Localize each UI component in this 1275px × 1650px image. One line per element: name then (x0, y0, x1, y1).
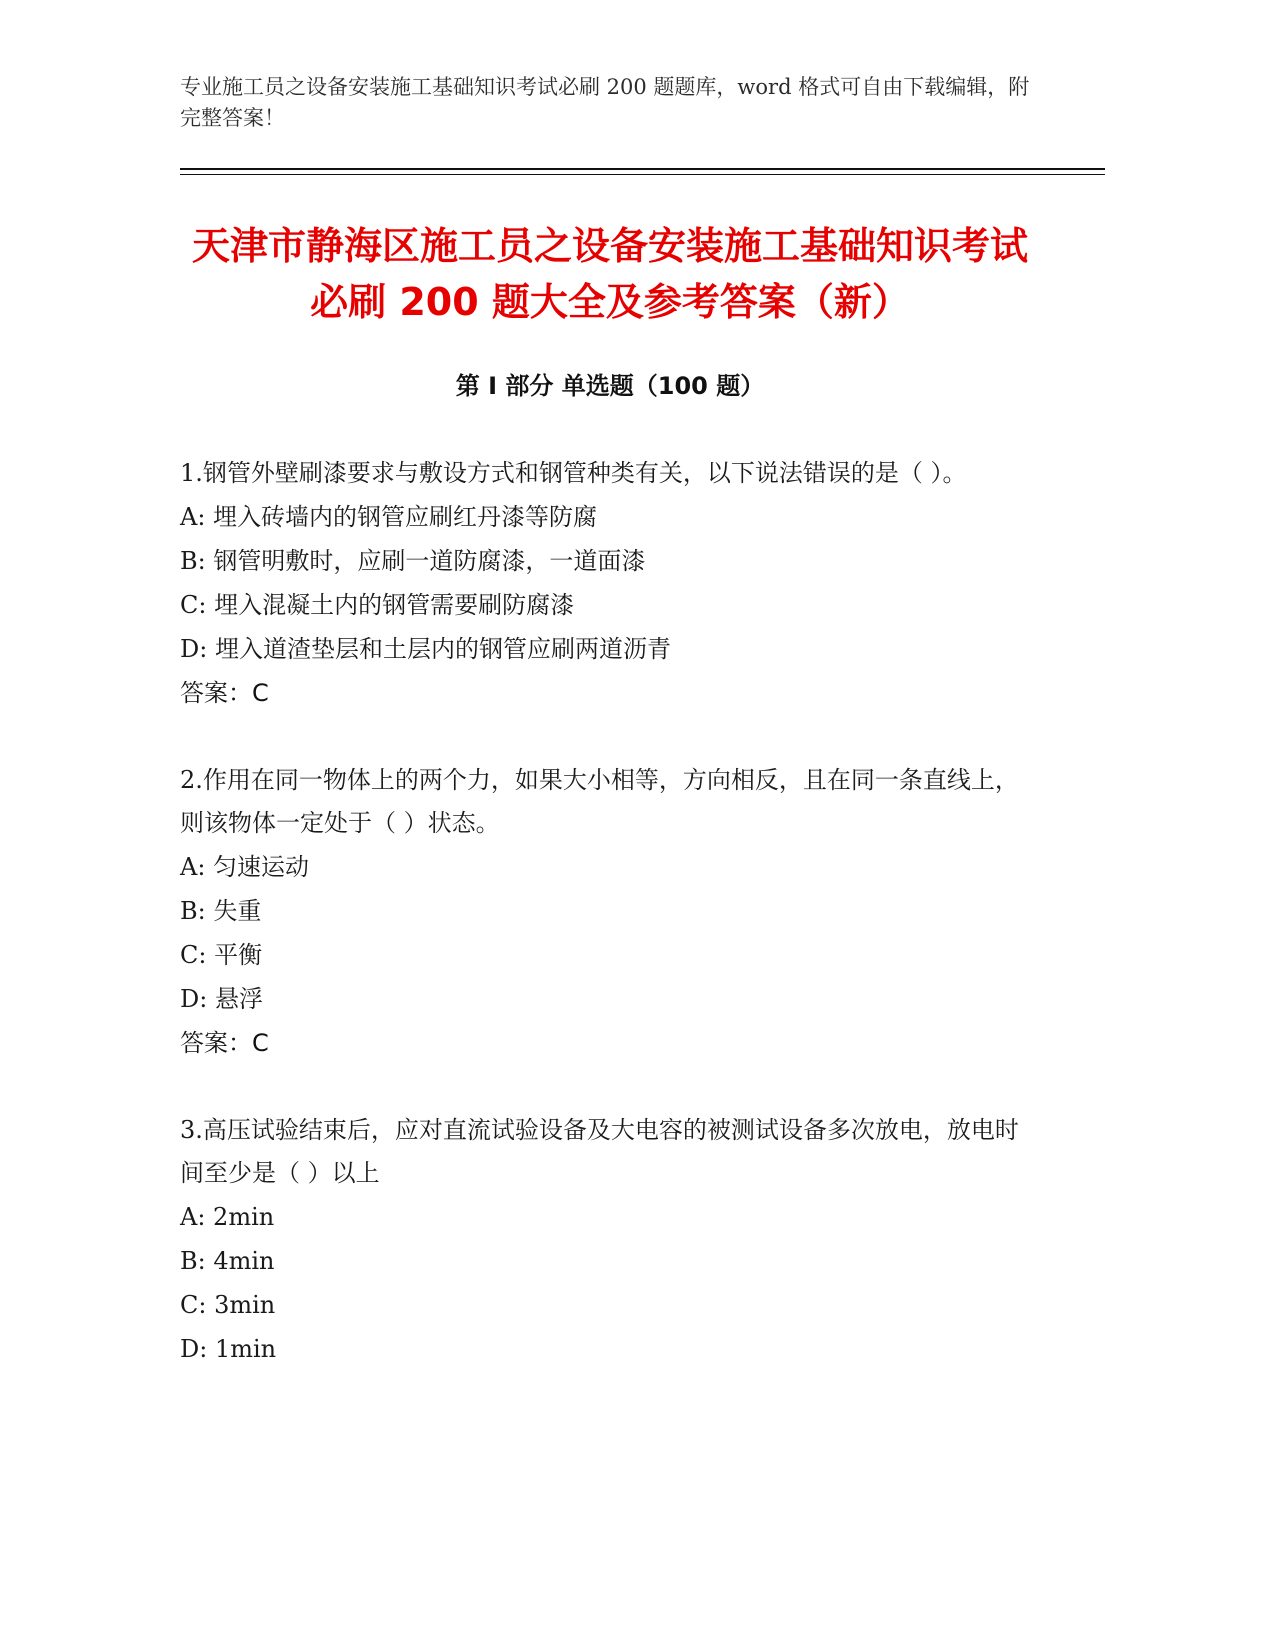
header-divider-thick (180, 168, 1105, 170)
option-d: D: 1min (180, 1335, 277, 1363)
option-b: B: 钢管明敷时，应刷一道防腐漆，一道面漆 (180, 547, 646, 575)
question-stem: 2.作用在同一物体上的两个力，如果大小相等，方向相反，且在同一条直线上，则该物体一定处于（ ）状态。 (180, 766, 1019, 837)
question-1 (180, 452, 1020, 715)
question-stem: 1.钢管外壁刷漆要求与敷设方式和钢管种类有关，以下说法错误的是（ ）。 (180, 459, 967, 487)
option-c: C: 平衡 (180, 941, 263, 969)
option-a: A: 埋入砖墙内的钢管应刷红丹漆等防腐 (180, 503, 598, 531)
header-note: 专业施工员之设备安装施工基础知识考试必刷 200 题题库，word 格式可自由下载编辑，附完整答案！ (180, 75, 1030, 130)
answer: 答案：C (180, 1029, 269, 1057)
question-list (180, 452, 1020, 1415)
section-title: 第 I 部分 单选题（100 题） (455, 372, 765, 400)
question-stem: 3.高压试验结束后，应对直流试验设备及大电容的被测试设备多次放电，放电时间至少是（ ）以上 (180, 1116, 1019, 1187)
option-b: B: 失重 (180, 897, 262, 925)
header-divider-thin (180, 174, 1105, 175)
option-c: C: 埋入混凝土内的钢管需要刷防腐漆 (180, 591, 575, 619)
option-d: D: 埋入道渣垫层和土层内的钢管应刷两道沥青 (180, 635, 671, 663)
document-title: 天津市静海区施工员之设备安装施工基础知识考试必刷 200 题大全及参考答案（新） (191, 224, 1028, 324)
question-3 (180, 1109, 1020, 1371)
question-2 (180, 759, 1020, 1065)
option-a: A: 匀速运动 (180, 853, 310, 881)
option-a: A: 2min (180, 1203, 275, 1231)
option-b: B: 4min (180, 1247, 275, 1275)
option-d: D: 悬浮 (180, 985, 263, 1013)
option-c: C: 3min (180, 1291, 276, 1319)
answer: 答案：C (180, 679, 269, 707)
